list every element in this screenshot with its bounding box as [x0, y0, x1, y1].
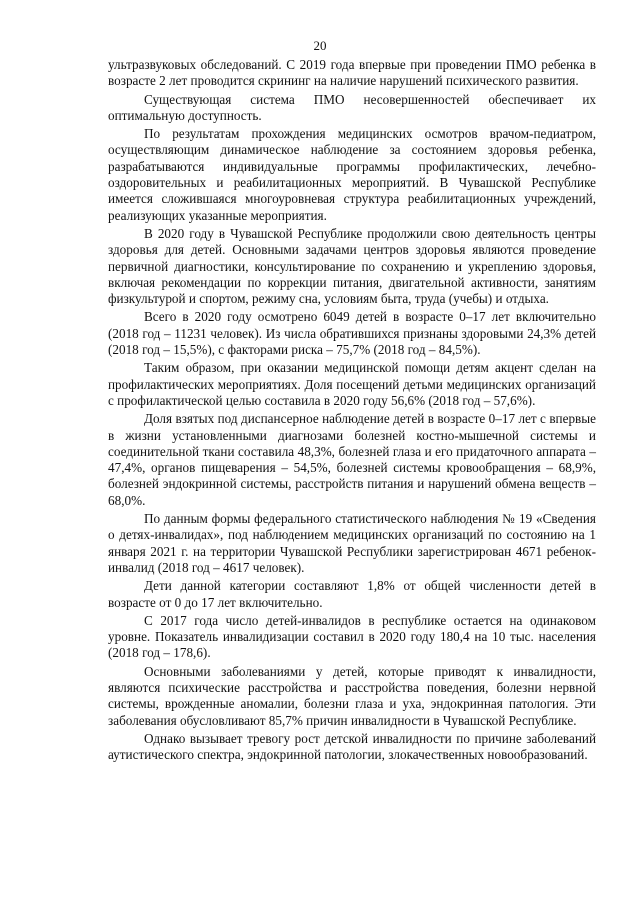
paragraph-11: Основными заболеваниями у детей, которые приводят к инвалидности, являются психические расстройства и расстройства поведения, болезни нервной системы, врожденные аномалии, болезни глаза и уха, эндокринная патология. Эти заболевания обусловливают 85,7% причин инвалидности в Чувашской Республике.	[108, 663, 596, 728]
body-text	[108, 57, 596, 765]
page-number: 20	[313, 38, 327, 53]
paragraph-2: Существующая система ПМО несовершенностей обеспечивает их оптимальную доступность.	[108, 91, 596, 123]
paragraph-10: С 2017 года число детей-инвалидов в республике остается на одинаковом уровне. Показатель инвалидизации составил в 2020 году 180,4 на 10 тыс. населения (2018 год – 178,6).	[108, 612, 596, 661]
paragraph-7: Доля взятых под диспансерное наблюдение детей в возрасте 0–17 лет с впервые в жизни установленными диагнозами болезней костно-мышечной системы и соединительной ткани составила 48,3%, болезней глаза и его придаточного аппарата – 47,4%, органов пищеварения – 54,5%, болезней системы кровообращения – 68,9%, болезней эндокринной системы, расстройств питания и нарушений обмена веществ – 68,0%.	[108, 411, 596, 508]
paragraph-12: Однако вызывает тревогу рост детской инвалидности по причине заболеваний аутистического спектра, эндокринной патологии, злокачественных новообразований.	[108, 730, 596, 763]
paragraph-5: Всего в 2020 году осмотрено 6049 детей в возрасте 0–17 лет включительно (2018 год – 11231 человек). Из числа обратившихся признаны здоровыми 24,3% детей (2018 год – 15,5%), с факторами риска – 75,7% (2018 год – 84,5%).	[108, 309, 596, 358]
paragraph-1: ультразвуковых обследований. С 2019 года впервые при проведении ПМО ребенка в возрасте 2 лет проводится скрининг на наличие нарушений психического развития.	[108, 57, 596, 89]
paragraph-3: По результатам прохождения медицинских осмотров врачом-педиатром, осуществляющим динамическое наблюдение за состоянием здоровья ребенка, разрабатываются индивидуальные программы профилактических, лечебно-оздоровительных и реабилитационных мероприятий. В Чувашской Республике имеется сложившаяся многоуровневая структура реабилитационных учреждений, реализующих указанные мероприятия.	[108, 126, 596, 223]
paragraph-8: По данным формы федерального статистического наблюдения № 19 «Сведения о детях-инвалидах», под наблюдением медицинских организаций по состоянию на 1 января 2021 г. на территории Чувашской Республики зарегистрирован 4671 ребенок-инвалид (2018 год – 4617 человек).	[108, 511, 596, 575]
paragraph-6: Таким образом, при оказании медицинской помощи детям акцент сделан на профилактических мероприятиях. Доля посещений детьми медицинских организаций с профилактической целью составила в 2020 году 56,6% (2018 год – 57,6%).	[108, 360, 596, 408]
paragraph-4: В 2020 году в Чувашской Республике продолжили свою деятельность центры здоровья для детей. Основными задачами центров здоровья являются проведение первичной диагностики, консультирование по сохранению и укреплению здоровья, включая рекомендации по коррекции питания, двигательной активности, занятиям физкультурой и спортом, режиму сна, условиям быта, труда (учебы) и отдыха.	[108, 225, 596, 307]
paragraph-9: Дети данной категории составляют 1,8% от общей численности детей в возрасте от 0 до 17 лет включительно.	[108, 578, 596, 610]
